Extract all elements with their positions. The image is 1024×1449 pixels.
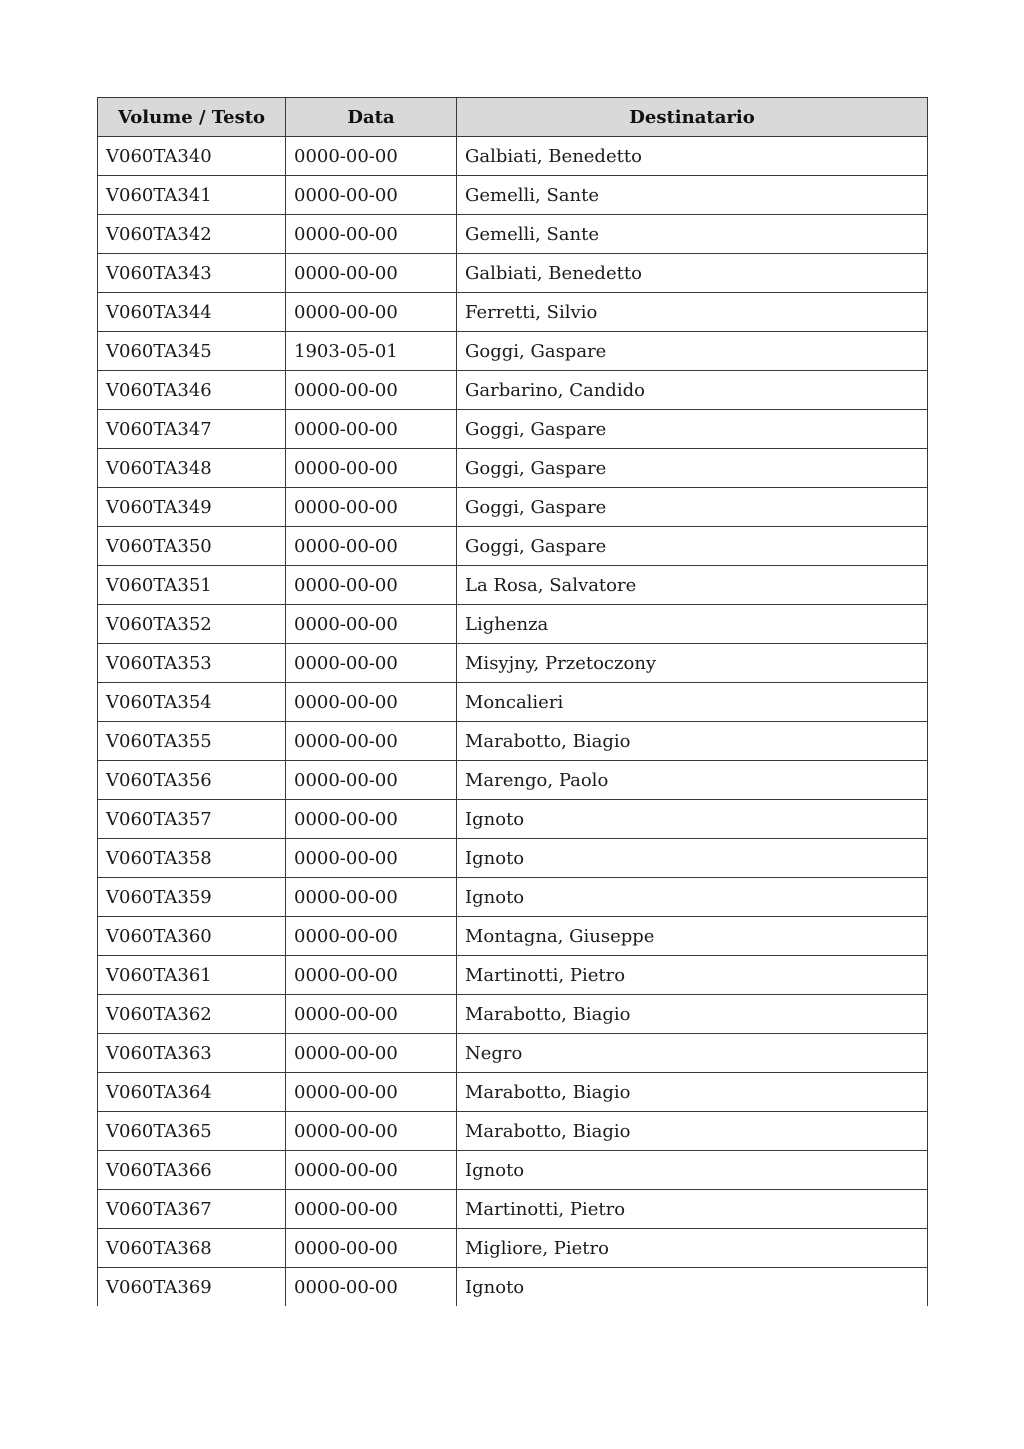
cell-data: 0000-00-00 bbox=[286, 839, 457, 878]
column-header-destinatario: Destinatario bbox=[457, 98, 928, 137]
table-row bbox=[98, 1073, 928, 1112]
cell-volume-testo: V060TA360 bbox=[98, 917, 286, 956]
cell-destinatario: Ignoto bbox=[457, 878, 928, 917]
cell-volume-testo: V060TA356 bbox=[98, 761, 286, 800]
table-row bbox=[98, 1034, 928, 1073]
cell-volume-testo: V060TA348 bbox=[98, 449, 286, 488]
table-row bbox=[98, 293, 928, 332]
cell-volume-testo: V060TA361 bbox=[98, 956, 286, 995]
cell-data: 0000-00-00 bbox=[286, 1190, 457, 1229]
table-row bbox=[98, 917, 928, 956]
cell-destinatario: Goggi, Gaspare bbox=[457, 488, 928, 527]
cell-data: 0000-00-00 bbox=[286, 176, 457, 215]
cell-destinatario: Gemelli, Sante bbox=[457, 215, 928, 254]
table-row bbox=[98, 800, 928, 839]
cell-data: 0000-00-00 bbox=[286, 1073, 457, 1112]
cell-volume-testo: V060TA353 bbox=[98, 644, 286, 683]
cell-data: 0000-00-00 bbox=[286, 1112, 457, 1151]
cell-data: 0000-00-00 bbox=[286, 215, 457, 254]
cell-destinatario: Goggi, Gaspare bbox=[457, 527, 928, 566]
cell-volume-testo: V060TA364 bbox=[98, 1073, 286, 1112]
cell-data: 0000-00-00 bbox=[286, 644, 457, 683]
cell-volume-testo: V060TA369 bbox=[98, 1268, 286, 1307]
cell-destinatario: Ferretti, Silvio bbox=[457, 293, 928, 332]
table-row bbox=[98, 410, 928, 449]
table-row bbox=[98, 605, 928, 644]
cell-destinatario: Martinotti, Pietro bbox=[457, 1190, 928, 1229]
cell-data: 0000-00-00 bbox=[286, 527, 457, 566]
cell-destinatario: Martinotti, Pietro bbox=[457, 956, 928, 995]
header-row bbox=[98, 98, 928, 137]
cell-destinatario: La Rosa, Salvatore bbox=[457, 566, 928, 605]
table-row bbox=[98, 956, 928, 995]
table-row bbox=[98, 332, 928, 371]
cell-destinatario: Marengo, Paolo bbox=[457, 761, 928, 800]
cell-volume-testo: V060TA366 bbox=[98, 1151, 286, 1190]
cell-volume-testo: V060TA341 bbox=[98, 176, 286, 215]
cell-volume-testo: V060TA359 bbox=[98, 878, 286, 917]
letters-register-table bbox=[97, 97, 928, 1306]
table-row bbox=[98, 254, 928, 293]
cell-data: 0000-00-00 bbox=[286, 683, 457, 722]
cell-volume-testo: V060TA357 bbox=[98, 800, 286, 839]
table-row bbox=[98, 1112, 928, 1151]
table-row bbox=[98, 761, 928, 800]
cell-volume-testo: V060TA358 bbox=[98, 839, 286, 878]
cell-data: 0000-00-00 bbox=[286, 761, 457, 800]
table-row bbox=[98, 683, 928, 722]
cell-data: 0000-00-00 bbox=[286, 1034, 457, 1073]
cell-destinatario: Migliore, Pietro bbox=[457, 1229, 928, 1268]
cell-data: 0000-00-00 bbox=[286, 800, 457, 839]
cell-destinatario: Montagna, Giuseppe bbox=[457, 917, 928, 956]
cell-volume-testo: V060TA343 bbox=[98, 254, 286, 293]
table-row bbox=[98, 215, 928, 254]
cell-volume-testo: V060TA355 bbox=[98, 722, 286, 761]
cell-data: 0000-00-00 bbox=[286, 1268, 457, 1307]
cell-volume-testo: V060TA362 bbox=[98, 995, 286, 1034]
cell-volume-testo: V060TA344 bbox=[98, 293, 286, 332]
cell-destinatario: Goggi, Gaspare bbox=[457, 332, 928, 371]
cell-data: 0000-00-00 bbox=[286, 605, 457, 644]
table-row bbox=[98, 644, 928, 683]
cell-data: 0000-00-00 bbox=[286, 254, 457, 293]
cell-destinatario: Gemelli, Sante bbox=[457, 176, 928, 215]
cell-destinatario: Negro bbox=[457, 1034, 928, 1073]
table-row bbox=[98, 1229, 928, 1268]
cell-volume-testo: V060TA352 bbox=[98, 605, 286, 644]
cell-destinatario: Moncalieri bbox=[457, 683, 928, 722]
cell-destinatario: Marabotto, Biagio bbox=[457, 1112, 928, 1151]
cell-destinatario: Galbiati, Benedetto bbox=[457, 137, 928, 176]
cell-data: 0000-00-00 bbox=[286, 449, 457, 488]
cell-data: 0000-00-00 bbox=[286, 293, 457, 332]
cell-data: 0000-00-00 bbox=[286, 995, 457, 1034]
cell-volume-testo: V060TA351 bbox=[98, 566, 286, 605]
cell-volume-testo: V060TA368 bbox=[98, 1229, 286, 1268]
table-row bbox=[98, 371, 928, 410]
cell-data: 0000-00-00 bbox=[286, 956, 457, 995]
cell-volume-testo: V060TA347 bbox=[98, 410, 286, 449]
table-row bbox=[98, 566, 928, 605]
table-row bbox=[98, 995, 928, 1034]
table-body bbox=[98, 137, 928, 1307]
table-row bbox=[98, 137, 928, 176]
column-header-data: Data bbox=[286, 98, 457, 137]
cell-volume-testo: V060TA340 bbox=[98, 137, 286, 176]
cell-destinatario: Goggi, Gaspare bbox=[457, 410, 928, 449]
table-row bbox=[98, 527, 928, 566]
cell-data: 0000-00-00 bbox=[286, 410, 457, 449]
document-page bbox=[97, 97, 927, 1306]
cell-data: 0000-00-00 bbox=[286, 371, 457, 410]
cell-data: 0000-00-00 bbox=[286, 1151, 457, 1190]
table-row bbox=[98, 722, 928, 761]
cell-data: 0000-00-00 bbox=[286, 878, 457, 917]
cell-destinatario: Marabotto, Biagio bbox=[457, 722, 928, 761]
cell-destinatario: Lighenza bbox=[457, 605, 928, 644]
table-row bbox=[98, 1151, 928, 1190]
cell-destinatario: Misyjny, Przetoczony bbox=[457, 644, 928, 683]
cell-data: 0000-00-00 bbox=[286, 917, 457, 956]
cell-destinatario: Garbarino, Candido bbox=[457, 371, 928, 410]
cell-volume-testo: V060TA367 bbox=[98, 1190, 286, 1229]
cell-data: 0000-00-00 bbox=[286, 488, 457, 527]
cell-destinatario: Goggi, Gaspare bbox=[457, 449, 928, 488]
cell-volume-testo: V060TA354 bbox=[98, 683, 286, 722]
cell-volume-testo: V060TA350 bbox=[98, 527, 286, 566]
table-row bbox=[98, 488, 928, 527]
cell-data: 0000-00-00 bbox=[286, 137, 457, 176]
cell-destinatario: Ignoto bbox=[457, 1268, 928, 1307]
cell-data: 0000-00-00 bbox=[286, 566, 457, 605]
cell-data: 0000-00-00 bbox=[286, 1229, 457, 1268]
table-row bbox=[98, 176, 928, 215]
cell-destinatario: Marabotto, Biagio bbox=[457, 1073, 928, 1112]
cell-destinatario: Galbiati, Benedetto bbox=[457, 254, 928, 293]
cell-destinatario: Marabotto, Biagio bbox=[457, 995, 928, 1034]
table-row bbox=[98, 839, 928, 878]
cell-volume-testo: V060TA363 bbox=[98, 1034, 286, 1073]
cell-volume-testo: V060TA346 bbox=[98, 371, 286, 410]
cell-volume-testo: V060TA345 bbox=[98, 332, 286, 371]
cell-destinatario: Ignoto bbox=[457, 800, 928, 839]
cell-destinatario: Ignoto bbox=[457, 1151, 928, 1190]
column-header-volume-testo: Volume / Testo bbox=[98, 98, 286, 137]
cell-data: 1903-05-01 bbox=[286, 332, 457, 371]
cell-data: 0000-00-00 bbox=[286, 722, 457, 761]
table-row bbox=[98, 1190, 928, 1229]
cell-destinatario: Ignoto bbox=[457, 839, 928, 878]
table-row bbox=[98, 449, 928, 488]
cell-volume-testo: V060TA342 bbox=[98, 215, 286, 254]
table-row bbox=[98, 878, 928, 917]
table-header bbox=[98, 98, 928, 137]
cell-volume-testo: V060TA349 bbox=[98, 488, 286, 527]
table-row bbox=[98, 1268, 928, 1307]
cell-volume-testo: V060TA365 bbox=[98, 1112, 286, 1151]
